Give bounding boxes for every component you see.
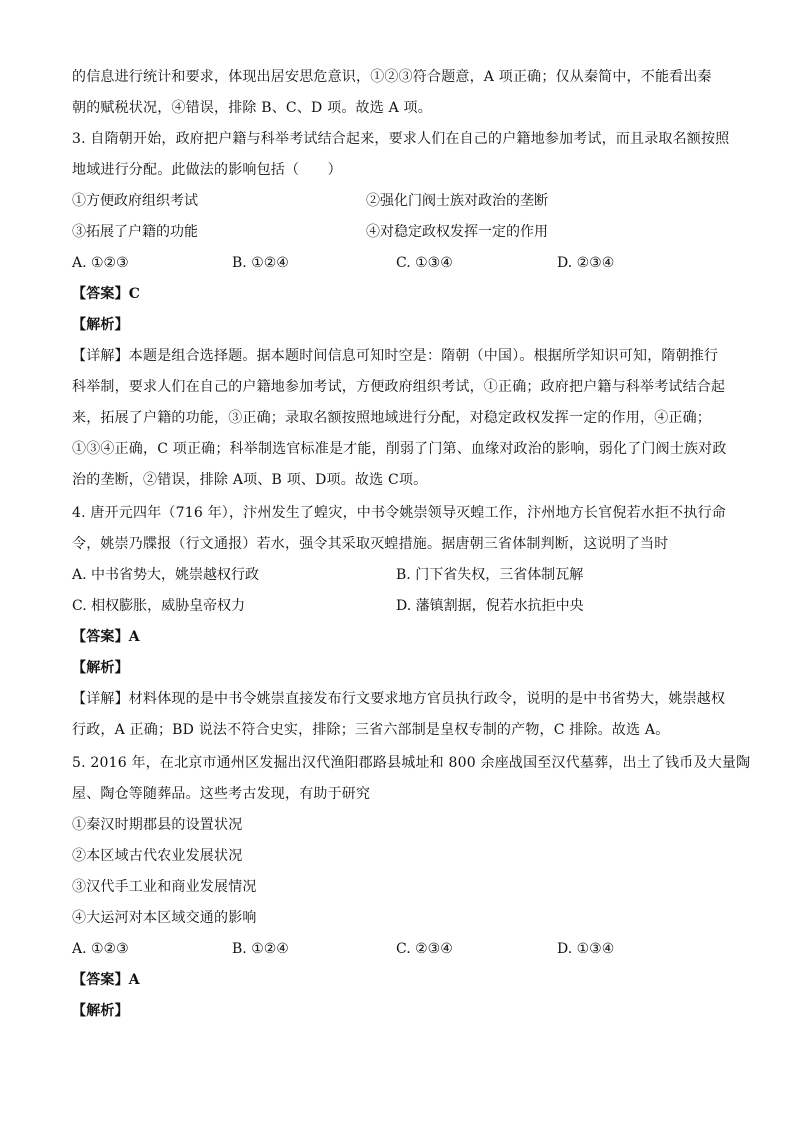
question-5-stem: 5. 2016 年，在北京市通州区发掘出汉代渔阳郡路县城址和 800 余座战国至汉代墓葬，出土了钱币及大量陶	[72, 755, 751, 771]
question-4-stem: 4. 唐开元四年（716 年），汴州发生了蝗灾，中书令姚崇领导灭蝗工作，汴州地方长官倪若水拒不执行命	[72, 505, 726, 521]
q3-statement-2: ②强化门阀士族对政治的垄断	[366, 193, 548, 209]
text-line: 朝的赋税状况，④错误，排除 B、C、D 项。故选 A 项。	[72, 100, 432, 116]
q5-statement-4: ④大运河对本区域交通的影响	[72, 910, 257, 926]
q4-answer: 【答案】A	[72, 629, 140, 645]
q5-option-d: D. ①③④	[557, 941, 615, 957]
q5-option-b: B. ①②④	[232, 941, 289, 957]
text-line: 的信息进行统计和要求，体现出居安思危意识，①②③符合题意，A 项正确；仅从秦简中，不能看出秦	[72, 69, 712, 85]
q3-explanation: 治的垄断，②错误，排除 A项、B 项、D项。故选 C项。	[72, 472, 428, 488]
question-3-stem: 地域进行分配。此做法的影响包括（ ）	[72, 162, 342, 178]
q5-statement-1: ①秦汉时期郡县的设置状况	[72, 817, 243, 833]
q3-statement-1: ①方便政府组织考试	[72, 193, 198, 209]
q3-option-a: A. ①②③	[72, 255, 129, 271]
q4-option-c: C. 相权膨胀，威胁皇帝权力	[72, 598, 246, 614]
q5-answer: 【答案】A	[72, 972, 140, 988]
q3-explanation: 科举制，要求人们在自己的户籍地参加考试，方便政府组织考试，①正确；政府把户籍与科举考试结合起	[72, 379, 726, 395]
question-5-stem: 屋、陶仓等随葬品。这些考古发现，有助于研究	[72, 786, 371, 802]
q3-analysis-heading: 【解析】	[72, 317, 129, 333]
q4-explanation: 【详解】材料体现的是中书令姚崇直接发布行文要求地方官员执行政令，说明的是中书省势大，姚崇越权	[72, 691, 726, 707]
q3-explanation: ①③④正确，C 项正确；科举制选官标准是才能，削弱了门第、血缘对政治的影响，弱化了门阀士族对政	[72, 441, 727, 457]
question-3-stem: 3. 自隋朝开始，政府把户籍与科举考试结合起来，要求人们在自己的户籍地参加考试，而且录取名额按照	[72, 131, 730, 147]
q5-analysis-heading: 【解析】	[72, 1003, 129, 1019]
q4-analysis-heading: 【解析】	[72, 660, 129, 676]
question-4-stem: 令，姚崇乃牒报（行文通报）若水，强令其采取灭蝗措施。据唐朝三省体制判断，这说明了当时	[72, 536, 669, 552]
q5-statement-2: ②本区域古代农业发展状况	[72, 848, 243, 864]
q4-option-d: D. 藩镇割据，倪若水抗拒中央	[396, 598, 584, 614]
q3-answer: 【答案】C	[72, 286, 141, 302]
q5-option-a: A. ①②③	[72, 941, 129, 957]
q3-explanation: 来，拓展了户籍的功能，③正确；录取名额按照地域进行分配，对稳定政权发挥一定的作用，④正确；	[72, 410, 711, 426]
q4-option-a: A. 中书省势大，姚崇越权行政	[72, 567, 260, 583]
q4-option-b: B. 门下省失权，三省体制瓦解	[396, 567, 584, 583]
q5-statement-3: ③汉代手工业和商业发展情况	[72, 879, 257, 895]
q3-option-c: C. ①③④	[396, 255, 453, 271]
q5-option-c: C. ②③④	[396, 941, 453, 957]
q4-explanation: 行政，A 正确；BD 说法不符合史实，排除；三省六部制是皇权专制的产物，C 排除。故选 A。	[72, 722, 670, 738]
q3-option-b: B. ①②④	[232, 255, 289, 271]
q3-statement-4: ④对稳定政权发挥一定的作用	[366, 224, 548, 240]
q3-statement-3: ③拓展了户籍的功能	[72, 224, 198, 240]
q3-explanation: 【详解】本题是组合选择题。据本题时间信息可知时空是：隋朝（中国）。根据所学知识可知，隋朝推行	[72, 348, 719, 364]
q3-option-d: D. ②③④	[557, 255, 615, 271]
